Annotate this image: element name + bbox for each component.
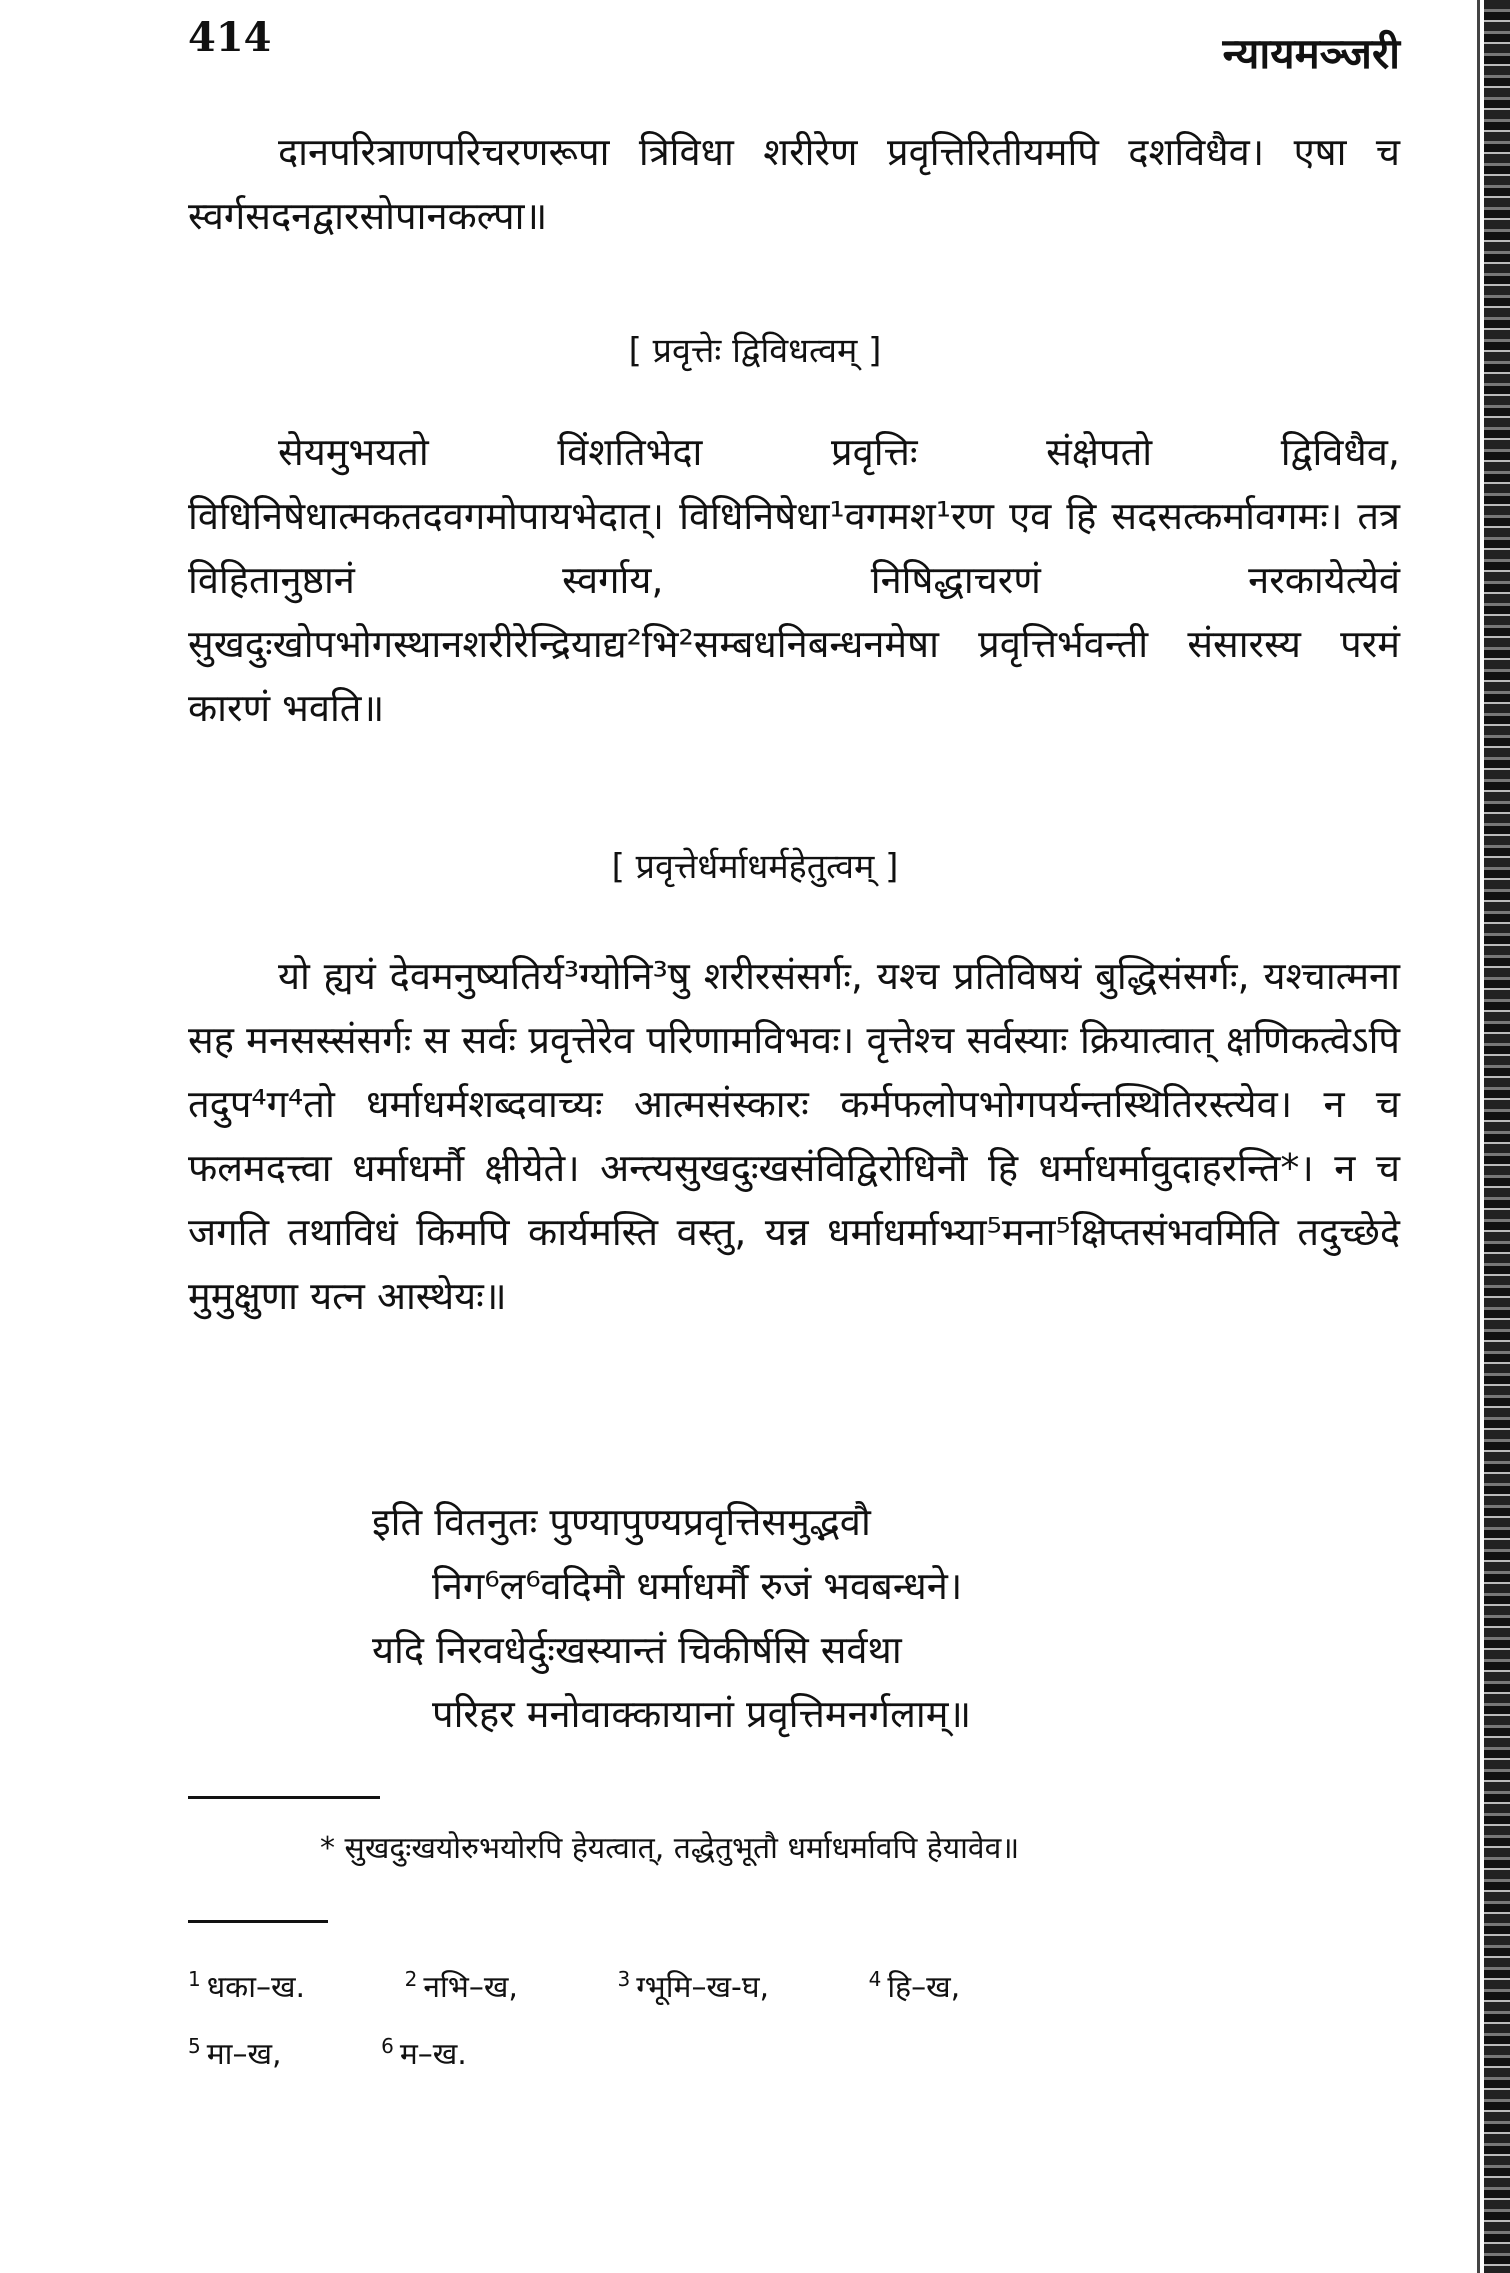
variant-note: $^3$ ग्भूमि–ख-घ, xyxy=(617,1967,770,2005)
variant-note: $^6$ म–ख. xyxy=(381,2034,467,2072)
section-heading-1: [ प्रवृत्तेः द्विविधत्वम् ] xyxy=(628,331,882,371)
footnote-star: * सुखदुःखयोरुभयोरपि हेयत्वात्, तद्धेतुभूतौ धर्माधर्मावपि हेयावेव॥ xyxy=(320,1831,1020,1866)
paragraph-2: सेयमुभयतो विंशतिभेदा प्रवृत्तिः संक्षेपतो द्विविधैव, विधिनिषेधात्मकतदवगमोपायभेदात्। विधिनिषेधा¹वगमश¹रण एव हि सदसत्कर्मावगमः। तत्र विहितानुष्ठानं स्वर्गाय, निषिद्धाचरणं नरकायेत्येवं सुखदुःखोपभोगस्थानशरीरेन्द्रियाद्य²भि²सम्बधनिबन्धनमेषा प्रवृत्तिर्भवन्ती संसारस्य परमं कारणं भवति॥ xyxy=(188,430,1400,730)
notes-separator xyxy=(188,1920,328,1923)
variant-notes xyxy=(188,1950,1400,2084)
running-title: न्यायमञ्जरी xyxy=(1222,29,1400,78)
variant-note: $^5$ मा–ख, xyxy=(188,2034,282,2072)
verse-line-3: यदि निरवधेर्दुःखस्यान्तं चिकीर्षसि सर्वथा xyxy=(372,1628,902,1672)
paragraph-3: यो ह्ययं देवमनुष्यतिर्य³ग्योनि³षु शरीरसंसर्गः, यश्च प्रतिविषयं बुद्धिसंसर्गः, यश्चात्मना सह मनसस्संसर्गः स सर्वः प्रवृत्तेरेव परिणामविभवः। वृत्तेश्च सर्वस्याः क्रियात्वात् क्षणिकत्वेऽपि तदुप⁴ग⁴तो धर्माधर्मशब्दवाच्यः आत्मसंस्कारः कर्मफलोपभोगपर्यन्तस्थितिरस्त्येव। न च फलमदत्त्वा धर्माधर्मौ क्षीयेते। अन्त्यसुखदुःखसंविद्विरोधिनौ हि धर्माधर्मावुदाहरन्ति*। न च जगति तथाविधं किमपि कार्यमस्ति वस्तु, यन्न धर्माधर्माभ्या⁵मना⁵क्षिप्तसंभवमिति तदुच्छेदे मुमुक्षुणा यत्न आस्थेयः॥ xyxy=(188,954,1400,1318)
verse-line-2: निग⁶ल⁶वदिमौ धर्माधर्मौ रुजं भवबन्धने। xyxy=(432,1564,963,1608)
verse-line-4: परिहर मनोवाक्कायानां प्रवृत्तिमनर्गलाम्॥ xyxy=(432,1692,972,1736)
variant-note: $^1$ धका–ख. xyxy=(188,1967,306,2005)
verse-line-1: इति वितनुतः पुण्यापुण्यप्रवृत्तिसमुद्भवौ xyxy=(372,1500,871,1544)
section-heading-2: [ प्रवृत्तेर्धर्माधर्महेतुत्वम् ] xyxy=(611,847,899,887)
variant-note: $^4$ हि–ख, xyxy=(868,1967,961,2005)
paragraph-1: दानपरित्राणपरिचरणरूपा त्रिविधा शरीरेण प्रवृत्तिरितीयमपि दशविधैव। एषा च स्वर्गसदनद्वारसोपानकल्पा॥ xyxy=(188,130,1400,238)
page-number: 414 xyxy=(188,14,272,61)
variant-note: $^2$ नभि–ख, xyxy=(404,1967,518,2005)
footnote-separator xyxy=(188,1796,380,1799)
